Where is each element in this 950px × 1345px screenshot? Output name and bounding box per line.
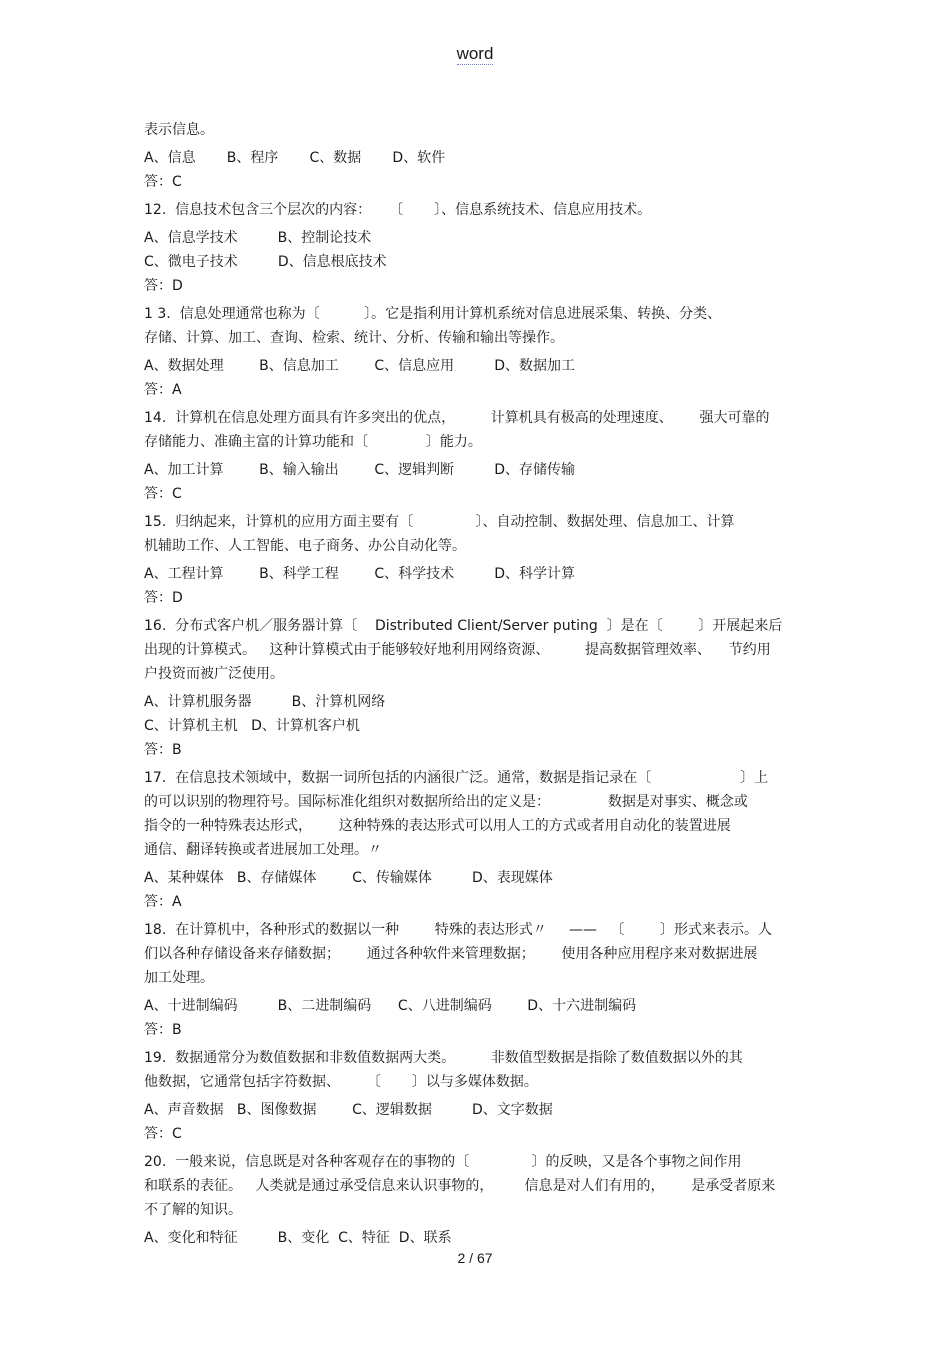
- answer-options: A、工程计算 B、科学工程 C、科学技术 D、科学计算: [144, 566, 575, 582]
- question-15: 15. 归纳起来，计算机的应用方面主要有〔 〕、自动控制、数据处理、信息加工、计算: [144, 514, 735, 530]
- answer-key: 答：C: [144, 486, 182, 502]
- question-text: 通信、翻译转换或者进展加工处理。〃: [144, 842, 382, 858]
- question-14: 14. 计算机在信息处理方面具有许多突出的优点， 计算机具有极高的处理速度、 强大可靠的: [144, 410, 770, 426]
- question-text: 指令的一种特殊表达形式， 这种特殊的表达形式可以用人工的方式或者用自动化的装置进展: [144, 818, 731, 834]
- answer-options: C、微电子技术 D、信息根底技术: [144, 254, 387, 270]
- answer-options: A、计算机服务器 B、汁算机网络: [144, 694, 386, 710]
- question-text: 出现的计算模式。 这种计算模式由于能够较好地利用网络资源、 提高数据管理效率、 节约用: [144, 642, 771, 658]
- answer-options: A、声音数据 B、图像数据 C、逻辑数据 D、文字数据: [144, 1102, 553, 1118]
- answer-options: A、变化和特征 B、变化 C、特征 D、联系: [144, 1230, 452, 1246]
- question-text: 们以各种存储设备来存储数据； 通过各种软件来管理数据； 使用各种应用程序来对数据进展: [144, 946, 758, 962]
- answer-key: 答：D: [144, 278, 183, 294]
- question-text: 存储、计算、加工、查询、检索、统计、分析、传输和输出等操作。: [144, 330, 564, 346]
- answer-key: 答：A: [144, 382, 182, 398]
- header-title: word: [456, 44, 494, 63]
- answer-key: 答：B: [144, 742, 182, 758]
- question-17: 17. 在信息技术领域中，数据一词所包括的内涵很广泛。通常，数据是指记录在〔 〕上: [144, 770, 769, 786]
- answer-key: 答：C: [144, 1126, 182, 1142]
- question-13: 1 3. 信息处理通常也称为〔 〕。它是指利用计算机系统对信息进展采集、转换、分类、: [144, 306, 722, 322]
- question-text: 不了解的知识。: [144, 1202, 242, 1218]
- document-body: [144, 118, 806, 1250]
- answer-options: C、计算机主机 D、计算机客户机: [144, 718, 360, 734]
- question-text: 加工处理。: [144, 970, 214, 986]
- answer-options: A、信息学技术 B、控制论技术: [144, 230, 372, 246]
- answer-options: A、数据处理 B、信息加工 C、信息应用 D、数据加工: [144, 358, 575, 374]
- answer-key: 答：B: [144, 1022, 182, 1038]
- question-18: 18. 在计算机中，各种形式的数据以一种 特殊的表达形式〃 —— 〔 〕形式来表示。人: [144, 922, 772, 938]
- page-header: [0, 44, 950, 64]
- answer-options: A、十进制编码 B、二进制编码 C、八进制编码 D、十六进制编码: [144, 998, 637, 1014]
- answer-key: 答：A: [144, 894, 182, 910]
- question-text: 的可以识别的物理符号。国际标准化组织对数据所给出的定义是： 数据是对事实、概念或: [144, 794, 748, 810]
- question-text: 他数据，它通常包括字符数据、 〔 〕以与多媒体数据。: [144, 1074, 538, 1090]
- answer-options: A、信息 B、程序 C、数据 D、软件: [144, 150, 446, 166]
- answer-options: A、某种媒体 B、存储媒体 C、传输媒体 D、表现媒体: [144, 870, 553, 886]
- page-number: 2 / 67: [457, 1250, 493, 1266]
- question-text: 和联系的表征。 人类就是通过承受信息来认识事物的， 信息是对人们有用的， 是承受者原来: [144, 1178, 776, 1194]
- question-20: 20. 一般来说，信息既是对各种客观存在的事物的〔 〕的反映，又是各个事物之间作用: [144, 1154, 742, 1170]
- answer-options: A、加工计算 B、输入输出 C、逻辑判断 D、存储传输: [144, 462, 575, 478]
- question-16: 16. 分布式客户机／服务器计算〔 Distributed Client/Server puting 〕是在〔 〕开展起来后: [144, 618, 783, 634]
- question-text: 户投资而被广泛使用。: [144, 666, 284, 682]
- question-text: 存储能力、准确主富的计算功能和〔 〕能力。: [144, 434, 482, 450]
- text-line: 表示信息。: [144, 122, 214, 138]
- answer-key: 答：C: [144, 174, 182, 190]
- answer-key: 答：D: [144, 590, 183, 606]
- question-text: 机辅助工作、人工智能、电子商务、办公自动化等。: [144, 538, 466, 554]
- question-19: 19. 数据通常分为数值数据和非数值数据两大类。 非数值型数据是指除了数值数据以外的其: [144, 1050, 743, 1066]
- question-12: 12. 信息技术包含三个层次的内容： 〔 〕、信息系统技术、信息应用技术。: [144, 202, 652, 218]
